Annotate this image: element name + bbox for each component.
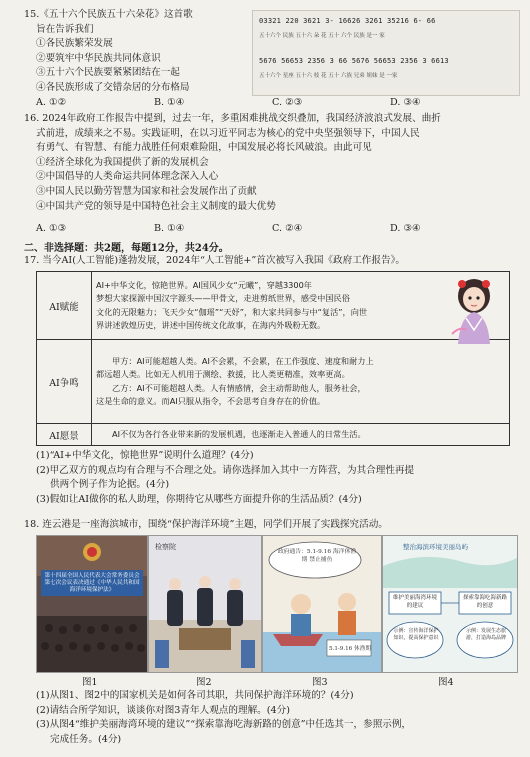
- row-line: 这是生命的意义。而AI只服从指令，不会思考自身存在的价值。: [96, 395, 326, 406]
- table-row: [37, 424, 510, 446]
- ai-table: [36, 271, 510, 446]
- section-heading: 二、非选择题：共2题，每题12分，共24分。: [24, 243, 229, 254]
- q16-line: 式前进，成绩来之不易。实践证明，在以习近平同志为核心的党中央坚强领导下，中国人民: [36, 127, 420, 139]
- choice-a: A. ①②: [36, 97, 67, 108]
- procuratorate-photo: [149, 536, 261, 672]
- row-label: AI赋能: [37, 272, 92, 340]
- figure-2: [148, 535, 262, 673]
- choice-b: B. ①④: [154, 223, 185, 234]
- fig4-box-creative: 探索靠海吃海新路的创意: [462, 595, 507, 609]
- row-text: [92, 424, 510, 446]
- q16-line: 有勇气、有智慧、有能力战胜任何艰难险阻，中国发展必将长风破浪。由此可见: [36, 142, 372, 154]
- sub-question: (1)从图1、图2中的国家机关是如何各司其职，共同保护海洋环境的？(4分): [36, 690, 354, 701]
- figure-caption: 图4: [438, 677, 454, 688]
- q17-questions: [36, 449, 516, 507]
- choice-a: A. ①③: [36, 223, 67, 234]
- fig3-sign: 5.1-9.16 休渔期: [329, 646, 371, 652]
- row-line: 界讲述敦煌历史，讲述中国传统文化故事，在海内外吸粉无数。: [96, 319, 326, 330]
- congress-hall-photo: [37, 536, 147, 672]
- q18-questions: [36, 689, 516, 747]
- fig3-speech: 政府通告：5.1-9.16 海洋休渔期 禁止捕鱼: [277, 549, 357, 563]
- fig4-bubble-example: 示例：发展生态旅游，打造海岛品牌: [465, 628, 506, 641]
- row-line: 乙方：AI不可能超越人类。人有情感情，会主动帮助他人，服务社会，: [112, 382, 366, 393]
- q15-option: ④各民族形成了交错杂居的分布格局: [36, 81, 190, 93]
- q15-line: 15.《五十六个民族五十六朵花》这首歌: [24, 9, 193, 20]
- figure-caption: 图2: [196, 677, 212, 688]
- score-notes: 03321 220 3621 3- 16626 3261 35216 6- 66: [259, 17, 436, 25]
- choice-c: C. ②③: [272, 97, 303, 108]
- sub-question: (3)假如让AI做你的私人助理，你期待它从哪些方面提升你的生活品质？(4分): [36, 493, 362, 505]
- choice-b: B. ①④: [154, 97, 185, 108]
- q16-option: ①经济全球化为我国提供了新的发展机会: [36, 156, 209, 168]
- fig4-bubble-example: 示例：宣传海洋保护知识，提高保护意识: [393, 628, 439, 641]
- row-label: AI争鸣: [37, 340, 92, 424]
- q15-choices: [36, 96, 506, 111]
- score-lyrics: 五十六个 民族 五十六 朵 花 五十 六个 民族 是一 家: [259, 33, 385, 39]
- fig4-box-suggestion: 维护美丽海湾环境的建议: [392, 595, 437, 609]
- sub-question: 完成任务。(4分): [50, 733, 122, 745]
- q15-option: ③五十六个民族要紧紧团结在一起: [36, 67, 180, 79]
- score-notes: 5676 56653 2356 3 66 5676 56653 2356 3 6613: [259, 57, 449, 65]
- choice-d: D. ③④: [390, 223, 421, 234]
- q16-line: 16. 2024年政府工作报告中提到，过去一年，多重困难挑战交织叠加，我国经济波浪式发展、曲折: [24, 113, 441, 124]
- choice-c: C. ②④: [272, 223, 303, 234]
- row-line: 都远超人类。比如无人机用于测绘、救援，比人类更精准，效率更高。: [96, 369, 350, 380]
- fig2-label: 检察院: [155, 543, 176, 551]
- q17-intro-text: 17. 当今AI(人工智能)蓬勃发展，2024年“人工智能+”首次被写入我国《政府工作报告》。: [24, 255, 405, 266]
- question-15: [24, 8, 254, 96]
- sub-question: (1)“AI+中华文化，惊艳世界”说明什么道理？(4分): [36, 450, 254, 461]
- q16-option: ②中国倡导的人类命运共同体理念深入人心: [36, 171, 219, 183]
- q15-line: 旨在告诉我们: [36, 23, 94, 35]
- figure-3: [262, 535, 382, 673]
- q15-option: ①各民族繁荣发展: [36, 38, 113, 50]
- row-line: 梦想大家探源中国汉字源头——甲骨文，走进剪纸世界，感受中国民俗: [96, 293, 350, 304]
- row-text: [92, 340, 510, 424]
- row-label: AI愿景: [37, 424, 92, 446]
- table-row: [37, 272, 510, 340]
- sub-question: 供两个例子作为论据。(4分): [50, 479, 170, 491]
- ai-girl-illustration: [440, 274, 508, 346]
- q16-option: ③中国人民以勤劳智慧为国家和社会发展作出了贡献: [36, 185, 257, 197]
- q17-intro: [24, 254, 405, 269]
- table-row: [37, 340, 510, 424]
- q15-option: ②要筑牢中华民族共同体意识: [36, 52, 161, 64]
- fig1-banner-text: 第十四届全国人民代表大会常务委员会第七次会议表决通过《中华人民共和国海洋环境保护法》: [44, 573, 140, 593]
- sub-question: (3)从图4“维护美丽海湾环境的建议”“探索靠海吃海新路的创意”中任选其一，参照示例，: [36, 719, 412, 731]
- row-line: 甲方：AI可能超越人类。AI不会累，不会累，在工作强度、速度和耐力上: [112, 356, 374, 367]
- sub-question: (2)请结合所学知识，谈谈你对图3青年人观点的理解。(4分): [36, 704, 290, 716]
- row-line: 文化的无限魅力；飞天少女“伽瑶”“天妤”，和大家共同参与中“复活”，向世: [96, 306, 368, 317]
- row-line: AI不仅为各行各业带来新的发展机遇，也逐渐走入普通人的日常生活。: [112, 428, 366, 439]
- figure-4: [382, 535, 518, 673]
- music-score: [252, 10, 520, 96]
- figure-1: [36, 535, 148, 673]
- sub-question: (2)甲乙双方的观点均有合理与不合理之处。请你选择加入其中一方阵营，为其合理性再提: [36, 464, 415, 476]
- fig4-title: 整治海滨环境美丽岛屿: [403, 543, 468, 551]
- score-lyrics: 五十六个 星座 五十六 枝 花 五十 六族 兄弟 姐妹 是 一家: [259, 73, 398, 79]
- q18-intro: [24, 518, 388, 533]
- q16-choices: [36, 222, 506, 237]
- figure-caption: 图3: [312, 677, 328, 688]
- row-line: AI+中华文化，惊艳世界。AI国风少女“元曦”，穿越3300年: [96, 280, 312, 291]
- question-16: [24, 112, 514, 214]
- q18-intro-text: 18. 连云港是一座海滨城市，围绕“保护海洋环境”主题，同学们开展了实践探究活动。: [24, 519, 388, 530]
- choice-d: D. ③④: [390, 97, 421, 108]
- q16-option: ④中国共产党的领导是中国特色社会主义制度的最大优势: [36, 200, 276, 212]
- figure-caption: 图1: [82, 677, 98, 688]
